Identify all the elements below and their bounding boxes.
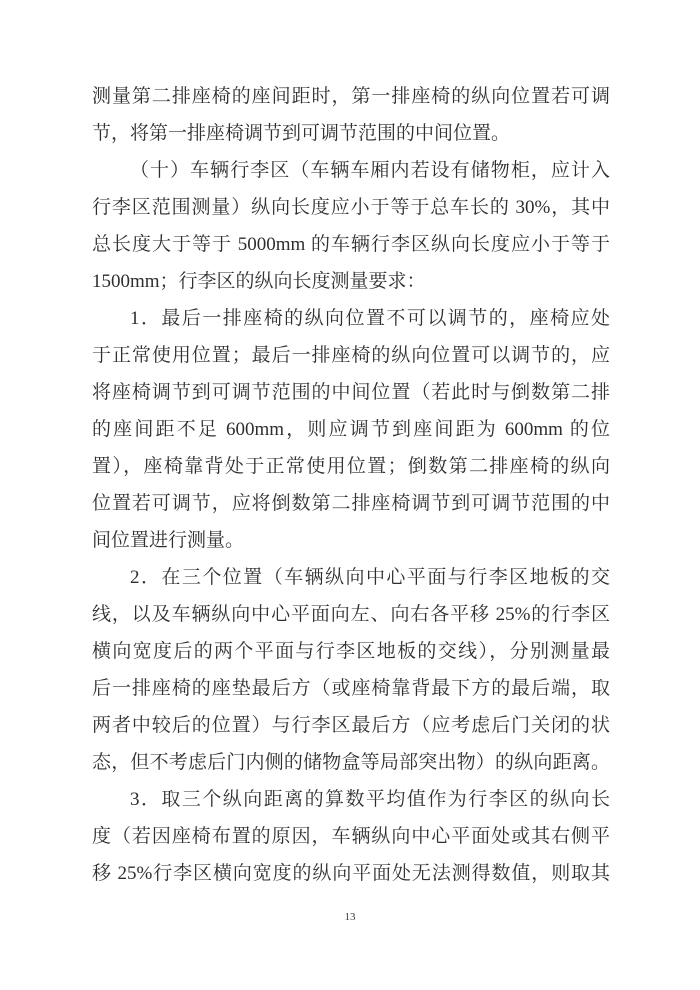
- text-line: 度（若因座椅布置的原因，车辆纵向中心平面处或其右侧平: [92, 826, 610, 847]
- body-text: [92, 78, 610, 892]
- text-line: 态，但不考虑后门内侧的储物盒等局部突出物）的纵向距离。: [92, 752, 610, 773]
- text-line: 总长度大于等于 5000mm 的车辆行李区纵向长度应小于等于: [92, 234, 610, 255]
- text-line: 移 25%行李区横向宽度的纵向平面处无法测得数值，则取其: [92, 863, 610, 884]
- text-line: 1．最后一排座椅的纵向位置不可以调节的，座椅应处: [130, 308, 610, 329]
- text-line: 线，以及车辆纵向中心平面向左、向右各平移 25%的行李区: [92, 604, 610, 625]
- text-line: 后一排座椅的座垫最后方（或座椅靠背最下方的最后端，取: [92, 678, 610, 699]
- text-line: 1500mm；行李区的纵向长度测量要求：: [92, 271, 426, 292]
- page-number: 13: [344, 911, 356, 923]
- text-line: （十）车辆行李区（车辆车厢内若设有储物柜，应计入: [130, 160, 610, 181]
- text-line: 间位置进行测量。: [92, 530, 245, 551]
- text-line: 行李区范围测量）纵向长度应小于等于总车长的 30%，其中: [92, 197, 610, 218]
- text-line: 两者中较后的位置）与行李区最后方（应考虑后门关闭的状: [92, 715, 610, 736]
- text-line: 将座椅调节到可调节范围的中间位置（若此时与倒数第二排: [92, 382, 610, 403]
- text-line: 位置若可调节，应将倒数第二排座椅调节到可调节范围的中: [92, 493, 610, 514]
- text-line: 2．在三个位置（车辆纵向中心平面与行李区地板的交: [130, 567, 610, 588]
- text-line: 的座间距不足 600mm，则应调节到座间距为 600mm 的位: [92, 419, 610, 440]
- text-line: 3．取三个纵向距离的算数平均值作为行李区的纵向长: [130, 789, 610, 810]
- text-line: 测量第二排座椅的座间距时，第一排座椅的纵向位置若可调: [92, 86, 610, 107]
- text-line: 横向宽度后的两个平面与行李区地板的交线），分别测量最: [92, 641, 610, 662]
- text-line: 于正常使用位置；最后一排座椅的纵向位置可以调节的，应: [92, 345, 610, 366]
- text-line: 置），座椅靠背处于正常使用位置；倒数第二排座椅的纵向: [92, 456, 610, 477]
- text-line: 节，将第一排座椅调节到可调节范围的中间位置。: [92, 123, 511, 144]
